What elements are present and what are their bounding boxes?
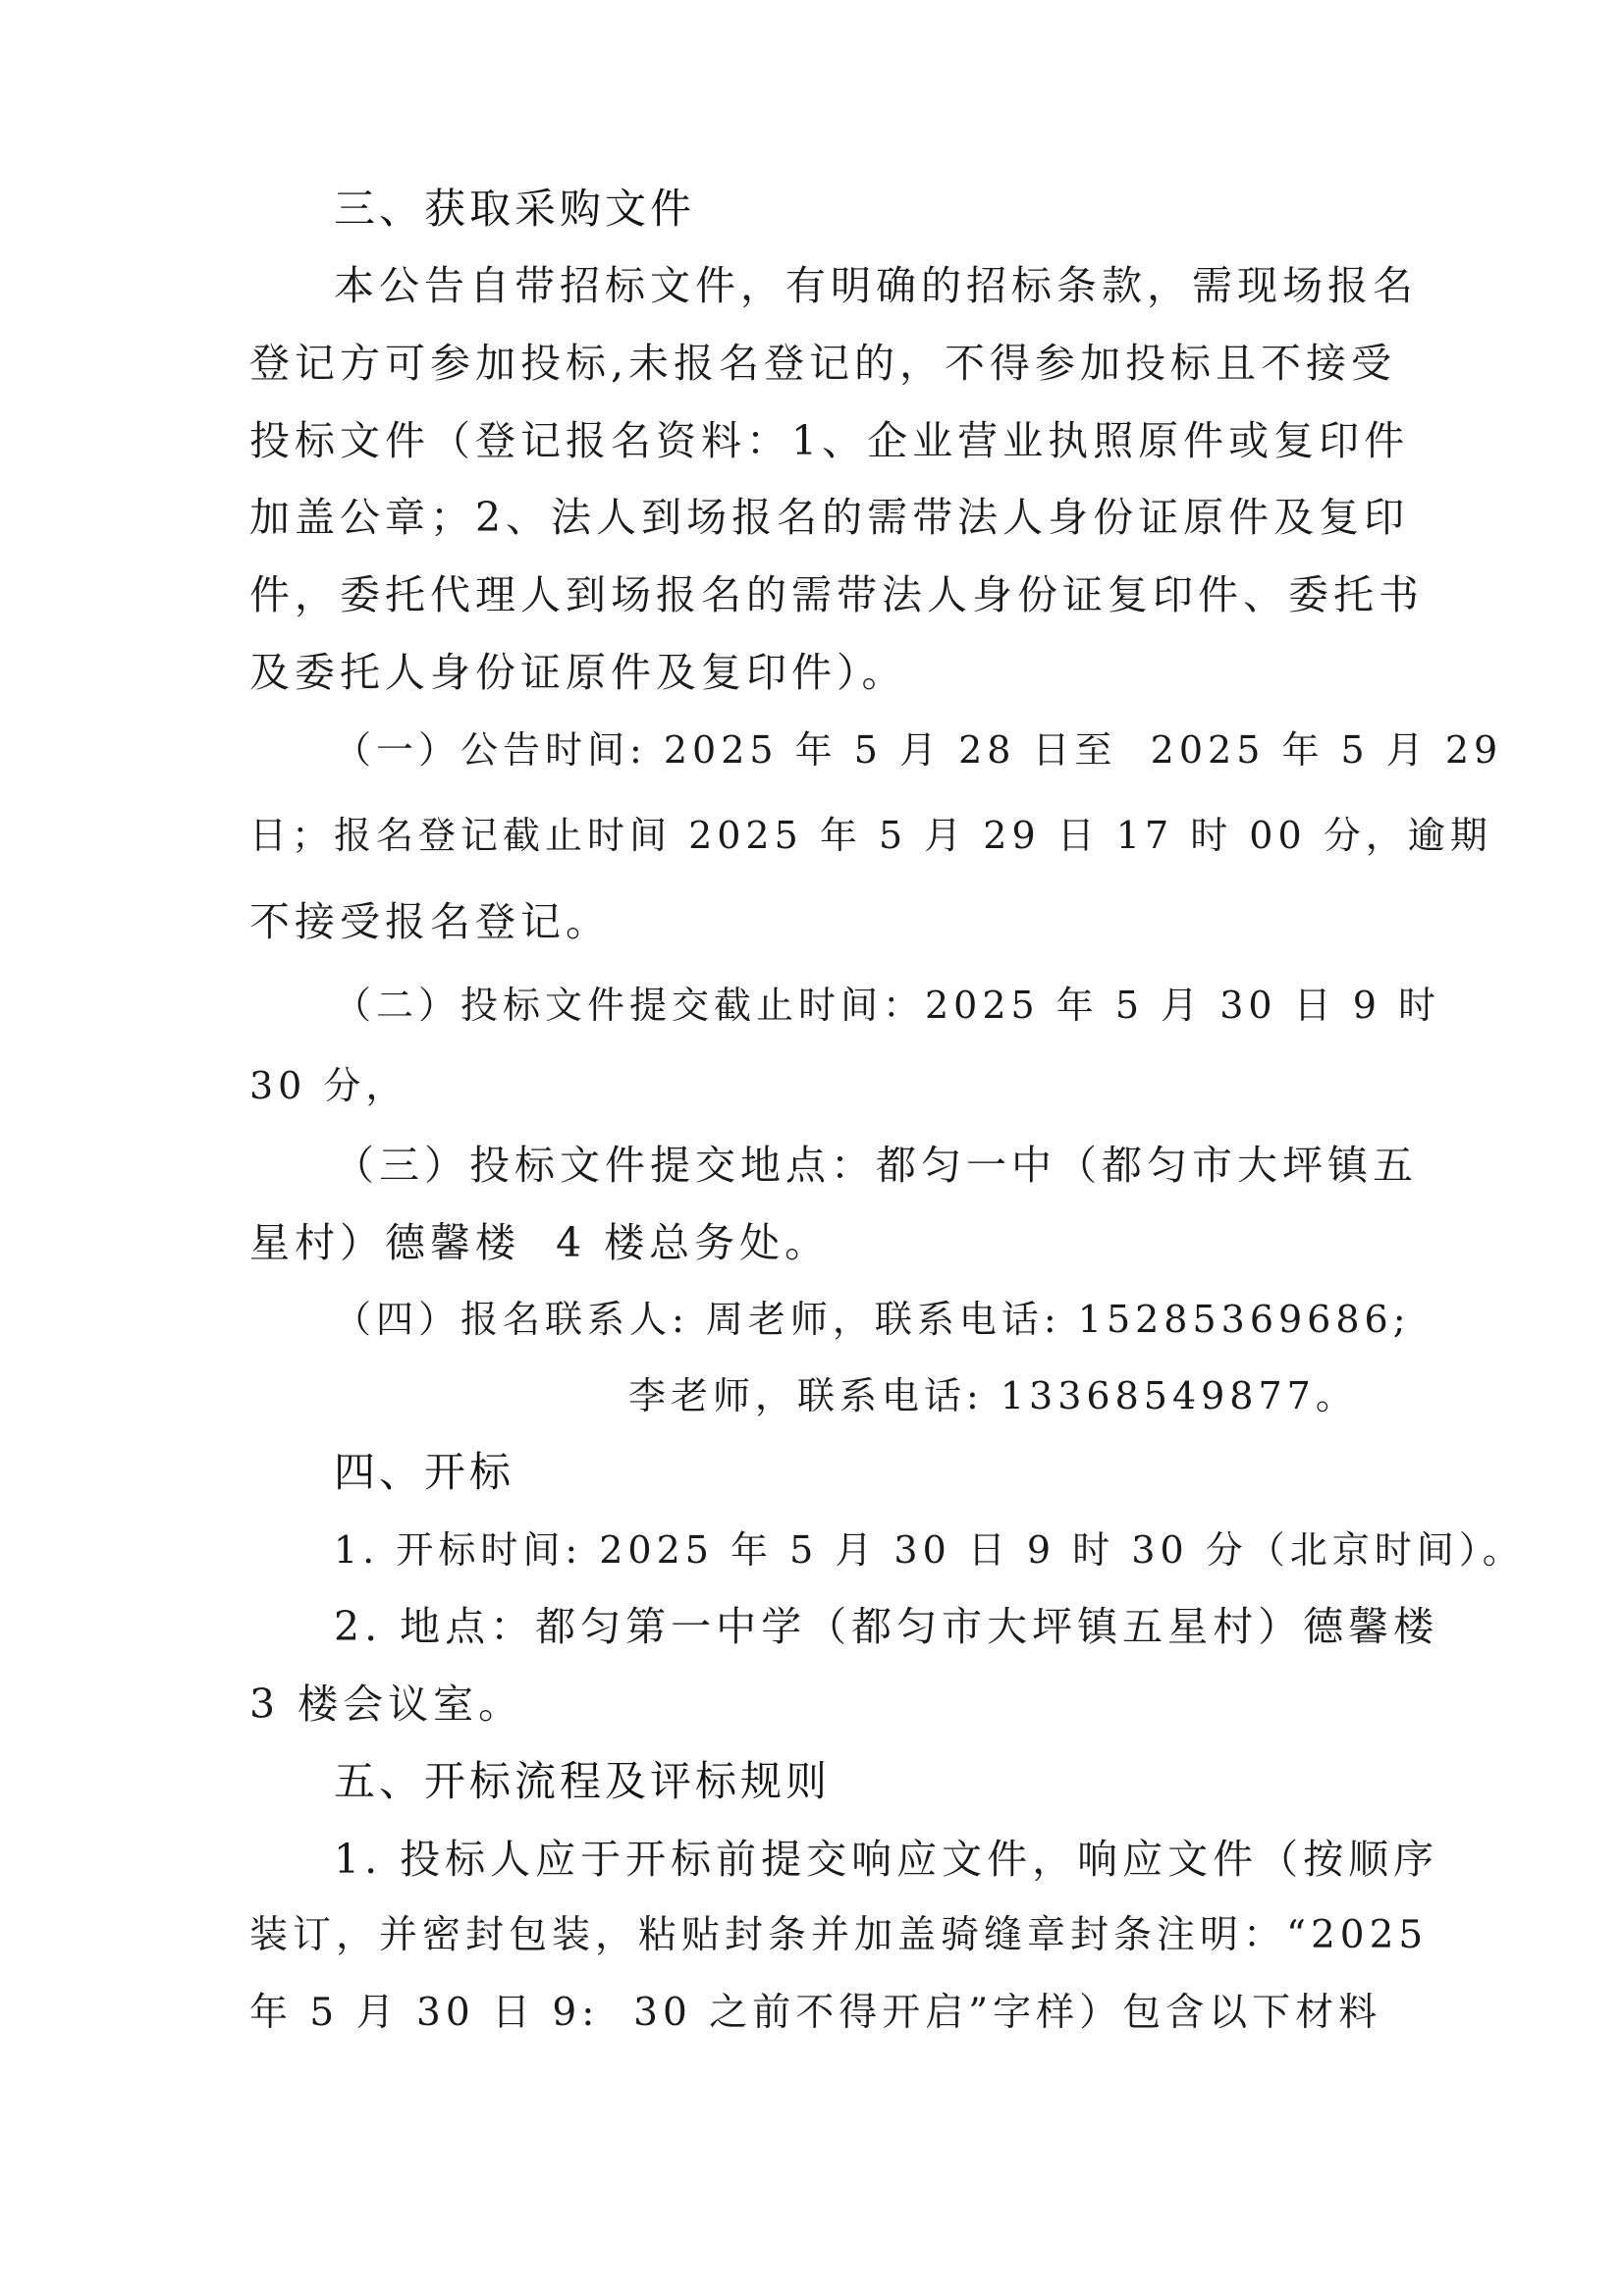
body-line: 本公告自带招标文件，有明确的招标条款，需现场报名 (334, 262, 1418, 309)
section-heading-5: 五、开标流程及评标规则 (334, 1757, 832, 1805)
body-line: 30 分， (249, 1064, 408, 1107)
section-heading-4: 四、开标 (334, 1448, 515, 1496)
body-line: 不接受报名登记。 (249, 898, 611, 945)
body-line: 李老师，联系电话: 13368549877。 (628, 1374, 1358, 1417)
body-line: 2. 地点：都匀第一中学（都匀市大坪镇五星村）德馨楼 (334, 1603, 1439, 1650)
body-line: 登记方可参加投标,未报名登记的，不得参加投标且不接受 (249, 340, 1397, 387)
body-line: （三）投标文件提交地点：都匀一中（都匀市大坪镇五 (334, 1142, 1418, 1189)
body-line: 及委托人身份证原件及复印件）。 (249, 649, 907, 696)
body-line: 投标文件（登记报名资料：1、企业营业执照原件或复印件 (249, 417, 1410, 464)
body-line: 3 楼会议室。 (249, 1681, 524, 1728)
body-line: 1. 投标人应于开标前提交响应文件，响应文件（按顺序 (334, 1836, 1439, 1883)
body-line: 1. 开标时间: 2025 年 5 月 30 日 9 时 30 分（北京时间）。 (334, 1528, 1525, 1572)
body-line: 星村）德馨楼 4 楼总务处。 (249, 1219, 831, 1266)
body-line: 装订，并密封包装，粘贴封条并加盖骑缝章封条注明：“2025 (249, 1913, 1429, 1957)
body-line: 件，委托代理人到场报名的需带法人身份证复印件、委托书 (249, 571, 1424, 618)
body-line: 年 5 月 30 日 9: 30 之前不得开启”字样）包含以下材料 (249, 1991, 1382, 2035)
body-line: （一）公告时间: 2025 年 5 月 28 日至 2025 年 5 月 29 (334, 728, 1503, 772)
body-line: （四）报名联系人: 周老师，联系电话: 15285369686; (334, 1298, 1411, 1341)
body-line: （二）投标文件提交截止时间：2025 年 5 月 30 日 9 时 (334, 984, 1440, 1027)
body-line: 加盖公章；2、法人到场报名的需带法人身份证原件及复印 (249, 494, 1410, 541)
section-heading-3: 三、获取采购文件 (334, 185, 696, 233)
body-line: 日；报名登记截止时间 2025 年 5 月 29 日 17 时 00 分，逾期 (249, 814, 1492, 857)
